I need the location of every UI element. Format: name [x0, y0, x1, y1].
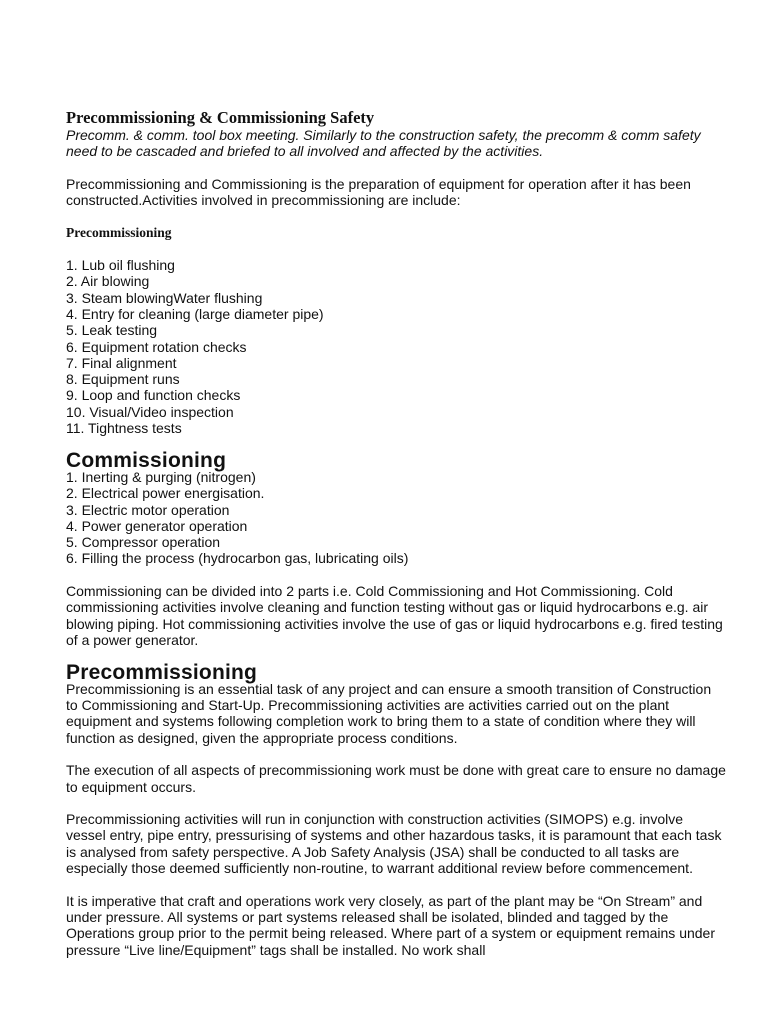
- spacer: [66, 746, 726, 762]
- intro-italic-text: Precomm. & comm. tool box meeting. Similarly to the construction safety, the precomm & comm safety need to be cascaded and briefed to all involved and affected by the activities.: [66, 127, 701, 160]
- list-item: 1. Lub oil flushing: [66, 257, 175, 274]
- list-item: 11. Tightness tests: [66, 420, 182, 437]
- simops-paragraph: Precommissioning activities will run in conjunction with construction activities (SIMOPS) e.g. involve vessel entry, pipe entry, pressurising of systems and other hazardous tasks, it is paramount that each task is analysed from safety perspective. A Job Safety Analysis (JSA) shall be conducted to all tasks are especially those deemed sufficiently non-routine, to warrant additional review before commencement.: [66, 811, 722, 877]
- list-item: 4. Entry for cleaning (large diameter pipe): [66, 305, 324, 322]
- precommissioning-list: [66, 257, 726, 436]
- execution-paragraph: The execution of all aspects of precommissioning work must be done with great care to ensure no damage to equipment occurs.: [66, 762, 726, 795]
- list-item: 6. Equipment rotation checks: [66, 338, 247, 355]
- spacer: [66, 567, 726, 583]
- spacer: [66, 876, 726, 892]
- document-page: [66, 108, 726, 958]
- list-item: 4. Power generator operation: [66, 517, 248, 534]
- list-item: 7. Final alignment: [66, 354, 177, 371]
- intro-paragraph: Precommissioning and Commissioning is the preparation of equipment for operation after it has been constructed.Activities involved in precommissioning are include:: [66, 175, 691, 209]
- spacer: [66, 160, 726, 176]
- cold-hot-paragraph: Commissioning can be divided into 2 parts i.e. Cold Commissioning and Hot Commissioning. Cold commissioning activities involve cleaning and function testing without gas or liquid hydrocarbons e.g. air blowing piping. Hot commissioning activities involve the use of gas or liquid hydrocarbons e.g. fired testing of a power generator.: [66, 583, 723, 648]
- commissioning-list: [66, 469, 726, 567]
- list-item: 5. Leak testing: [66, 322, 158, 339]
- imperative-paragraph: It is imperative that craft and operations work very closely, as part of the plant may be “On Stream” and under pressure. All systems or part systems released shall be isolated, blinded and tagged by the Operations group prior to the permit being released. Where part of a system or equipment remains under pressure “Live line/Equipment” tags shall be installed. No work shall: [66, 892, 715, 958]
- precommissioning-heading-2: Precommissioning: [66, 660, 258, 684]
- precommissioning-heading: Precommissioning: [66, 224, 172, 240]
- list-item: 5. Compressor operation: [66, 534, 221, 551]
- document-title: Precommissioning & Commissioning Safety: [66, 108, 375, 127]
- spacer: [66, 241, 726, 257]
- commissioning-heading: Commissioning: [66, 448, 227, 472]
- list-item: 10. Visual/Video inspection: [66, 403, 234, 420]
- list-item: 1. Inerting & purging (nitrogen): [66, 468, 256, 485]
- spacer: [66, 208, 726, 224]
- list-item: 9. Loop and function checks: [66, 387, 241, 404]
- spacer: [66, 795, 726, 811]
- list-item: 2. Electrical power energisation.: [66, 485, 265, 502]
- list-item: 6. Filling the process (hydrocarbon gas, lubricating oils): [66, 550, 409, 567]
- list-item: 2. Air blowing: [66, 273, 150, 290]
- list-item: 3. Electric motor operation: [66, 501, 230, 518]
- essential-task-paragraph: Precommissioning is an essential task of any project and can ensure a smooth transition of Construction to Commissioning and Start-Up. Precommissioning activities are activities carried out on the plant equipment and systems following completion work to bring them to a state of condition where they will function as designed, given the appropriate process conditions.: [66, 680, 712, 746]
- list-item: 8. Equipment runs: [66, 371, 180, 388]
- list-item: 3. Steam blowingWater flushing: [66, 289, 263, 306]
